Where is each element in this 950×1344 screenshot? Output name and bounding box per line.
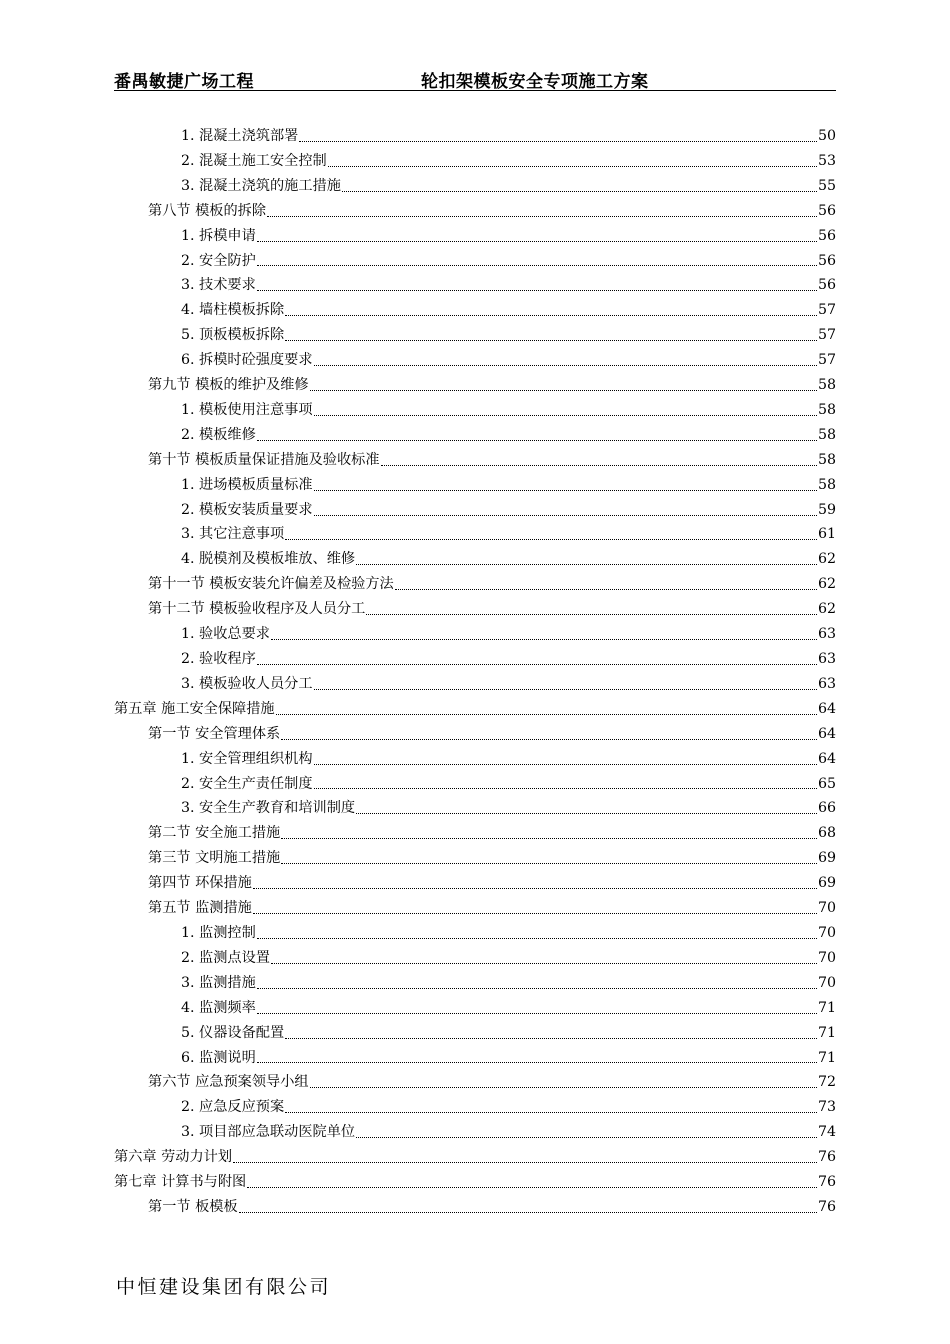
toc-entry[interactable]	[114, 597, 836, 622]
toc-entry-page-number: 72	[817, 1074, 836, 1091]
toc-entry-label: 1. 安全管理组织机构	[181, 750, 313, 767]
toc-entry-page-number: 50	[817, 127, 836, 144]
toc-entry-page-number: 57	[817, 352, 836, 369]
toc-entry-label: 第十节 模板质量保证措施及验收标准	[148, 451, 380, 468]
toc-entry-page-number: 70	[817, 949, 836, 966]
toc-dot-leader	[328, 149, 817, 174]
toc-entry[interactable]	[114, 796, 836, 821]
toc-entry-label: 5. 顶板模板拆除	[181, 327, 285, 344]
toc-entry[interactable]	[114, 149, 836, 174]
toc-entry-page-number: 64	[817, 725, 836, 742]
toc-entry[interactable]	[114, 647, 836, 672]
toc-entry-label: 1. 进场模板质量标准	[181, 476, 313, 493]
toc-entry-page-number: 62	[817, 576, 836, 593]
toc-entry-page-number: 53	[817, 152, 836, 169]
toc-entry-page-number: 73	[817, 1099, 836, 1116]
toc-entry[interactable]	[114, 249, 836, 274]
toc-entry-page-number: 56	[817, 202, 836, 219]
toc-dot-leader	[257, 971, 817, 996]
toc-dot-leader	[239, 1195, 817, 1220]
toc-entry-page-number: 55	[817, 177, 836, 194]
toc-dot-leader	[356, 1120, 817, 1145]
toc-dot-leader	[314, 672, 817, 697]
toc-entry-label: 2. 应急反应预案	[181, 1099, 285, 1116]
toc-entry-label: 第六节 应急预案领导小组	[148, 1074, 309, 1091]
toc-dot-leader	[285, 523, 817, 548]
toc-entry-label: 4. 脱模剂及模板堆放、维修	[181, 551, 356, 568]
header-document-title: 轮扣架模板安全专项施工方案	[421, 72, 649, 92]
toc-dot-leader	[281, 821, 817, 846]
toc-entry[interactable]	[114, 846, 836, 871]
toc-dot-leader	[253, 896, 817, 921]
toc-entry[interactable]	[114, 821, 836, 846]
toc-entry-label: 2. 安全防护	[181, 252, 256, 269]
toc-entry-label: 1. 验收总要求	[181, 626, 270, 643]
toc-entry-label: 3. 安全生产教育和培训制度	[181, 800, 356, 817]
toc-entry[interactable]	[114, 174, 836, 199]
toc-entry-page-number: 70	[817, 900, 836, 917]
toc-dot-leader	[395, 572, 817, 597]
toc-entry-label: 6. 拆模时砼强度要求	[181, 352, 313, 369]
footer-company-name: 中恒建设集团有限公司	[116, 1276, 332, 1298]
toc-entry-label: 2. 安全生产责任制度	[181, 775, 313, 792]
toc-entry[interactable]	[114, 772, 836, 797]
toc-entry[interactable]	[114, 996, 836, 1021]
toc-entry-label: 第四节 环保措施	[148, 875, 252, 892]
toc-entry[interactable]	[114, 498, 836, 523]
toc-entry[interactable]	[114, 921, 836, 946]
toc-entry-label: 1. 混凝土浇筑部署	[181, 127, 299, 144]
toc-dot-leader	[285, 323, 817, 348]
table-of-contents	[114, 124, 836, 1220]
toc-entry-label: 第一节 板模板	[148, 1198, 238, 1215]
toc-dot-leader	[281, 846, 817, 871]
toc-entry[interactable]	[114, 971, 836, 996]
toc-entry-page-number: 76	[817, 1174, 836, 1191]
toc-entry-label: 1. 模板使用注意事项	[181, 401, 313, 418]
toc-entry[interactable]	[114, 722, 836, 747]
toc-entry[interactable]	[114, 1021, 836, 1046]
toc-entry-label: 第三节 文明施工措施	[148, 850, 281, 867]
toc-dot-leader	[285, 1021, 817, 1046]
toc-dot-leader	[281, 722, 817, 747]
toc-entry-label: 1. 监测控制	[181, 924, 256, 941]
toc-entry-page-number: 58	[817, 476, 836, 493]
toc-dot-leader	[314, 398, 817, 423]
toc-entry-label: 2. 监测点设置	[181, 949, 270, 966]
toc-dot-leader	[271, 946, 817, 971]
toc-entry[interactable]	[114, 224, 836, 249]
toc-dot-leader	[381, 448, 817, 473]
toc-entry-page-number: 61	[817, 526, 836, 543]
toc-dot-leader	[257, 224, 817, 249]
toc-dot-leader	[257, 647, 817, 672]
toc-entry-page-number: 76	[817, 1149, 836, 1166]
toc-entry-page-number: 71	[817, 1024, 836, 1041]
page-header	[114, 64, 836, 91]
toc-entry-page-number: 76	[817, 1198, 836, 1215]
toc-entry-label: 3. 技术要求	[181, 277, 256, 294]
toc-entry[interactable]	[114, 622, 836, 647]
toc-entry-page-number: 64	[817, 750, 836, 767]
toc-entry[interactable]	[114, 1170, 836, 1195]
toc-entry[interactable]	[114, 896, 836, 921]
toc-entry[interactable]	[114, 124, 836, 149]
toc-entry[interactable]	[114, 547, 836, 572]
toc-entry[interactable]	[114, 473, 836, 498]
toc-dot-leader	[253, 871, 817, 896]
toc-entry[interactable]	[114, 273, 836, 298]
toc-entry-page-number: 57	[817, 327, 836, 344]
toc-dot-leader	[233, 1145, 817, 1170]
toc-entry[interactable]	[114, 348, 836, 373]
toc-dot-leader	[310, 1070, 817, 1095]
toc-entry-page-number: 58	[817, 377, 836, 394]
toc-entry[interactable]	[114, 523, 836, 548]
toc-entry-page-number: 63	[817, 626, 836, 643]
toc-entry-label: 3. 混凝土浇筑的施工措施	[181, 177, 341, 194]
toc-entry-label: 2. 验收程序	[181, 651, 256, 668]
toc-dot-leader	[310, 373, 817, 398]
toc-entry-page-number: 63	[817, 651, 836, 668]
toc-dot-leader	[285, 298, 817, 323]
toc-entry-label: 第七章 计算书与附图	[114, 1174, 247, 1191]
toc-entry-page-number: 74	[817, 1124, 836, 1141]
toc-dot-leader	[342, 174, 817, 199]
toc-entry-page-number: 69	[817, 850, 836, 867]
toc-entry[interactable]	[114, 572, 836, 597]
toc-entry-label: 6. 监测说明	[181, 1049, 256, 1066]
toc-entry-page-number: 63	[817, 675, 836, 692]
toc-entry-label: 4. 墙柱模板拆除	[181, 302, 285, 319]
toc-dot-leader	[299, 124, 817, 149]
toc-entry[interactable]	[114, 871, 836, 896]
toc-dot-leader	[257, 423, 817, 448]
toc-entry[interactable]	[114, 1120, 836, 1145]
toc-dot-leader	[257, 249, 817, 274]
toc-entry[interactable]	[114, 323, 836, 348]
toc-entry-label: 第九节 模板的维护及维修	[148, 377, 309, 394]
toc-entry-page-number: 56	[817, 252, 836, 269]
toc-dot-leader	[276, 697, 817, 722]
toc-entry-label: 第八节 模板的拆除	[148, 202, 267, 219]
toc-entry[interactable]	[114, 448, 836, 473]
toc-entry[interactable]	[114, 1145, 836, 1170]
toc-entry[interactable]	[114, 946, 836, 971]
toc-entry-label: 3. 监测措施	[181, 974, 256, 991]
toc-entry-page-number: 68	[817, 825, 836, 842]
toc-entry-label: 2. 混凝土施工安全控制	[181, 152, 327, 169]
toc-entry-page-number: 56	[817, 277, 836, 294]
toc-entry-page-number: 64	[817, 700, 836, 717]
toc-dot-leader	[257, 1046, 817, 1071]
toc-entry[interactable]	[114, 199, 836, 224]
toc-entry[interactable]	[114, 1046, 836, 1071]
toc-entry-page-number: 69	[817, 875, 836, 892]
toc-entry[interactable]	[114, 373, 836, 398]
toc-entry-page-number: 71	[817, 999, 836, 1016]
toc-entry-label: 3. 模板验收人员分工	[181, 675, 313, 692]
toc-entry-page-number: 70	[817, 974, 836, 991]
toc-entry[interactable]	[114, 1070, 836, 1095]
toc-entry-label: 2. 模板维修	[181, 426, 256, 443]
toc-entry[interactable]	[114, 423, 836, 448]
toc-dot-leader	[285, 1095, 817, 1120]
header-project-name: 番禺敏捷广场工程	[114, 72, 254, 92]
toc-dot-leader	[247, 1170, 817, 1195]
toc-dot-leader	[257, 273, 817, 298]
toc-entry-label: 5. 仪器设备配置	[181, 1024, 285, 1041]
toc-entry-page-number: 62	[817, 551, 836, 568]
toc-dot-leader	[271, 622, 817, 647]
toc-dot-leader	[267, 199, 817, 224]
toc-entry-label: 第二节 安全施工措施	[148, 825, 281, 842]
toc-entry-page-number: 70	[817, 924, 836, 941]
toc-entry[interactable]	[114, 1095, 836, 1120]
toc-entry-label: 3. 其它注意事项	[181, 526, 285, 543]
toc-entry-label: 2. 模板安装质量要求	[181, 501, 313, 518]
toc-entry-page-number: 56	[817, 227, 836, 244]
toc-entry-label: 3. 项目部应急联动医院单位	[181, 1124, 356, 1141]
toc-entry-page-number: 59	[817, 501, 836, 518]
toc-dot-leader	[314, 348, 817, 373]
toc-entry-label: 第十一节 模板安装允许偏差及检验方法	[148, 576, 394, 593]
toc-entry-page-number: 58	[817, 401, 836, 418]
toc-entry-label: 4. 监测频率	[181, 999, 256, 1016]
toc-dot-leader	[356, 796, 817, 821]
toc-dot-leader	[314, 772, 817, 797]
toc-entry-page-number: 65	[817, 775, 836, 792]
toc-entry-label: 第五章 施工安全保障措施	[114, 700, 275, 717]
toc-entry-label: 第五节 监测措施	[148, 900, 252, 917]
toc-dot-leader	[366, 597, 817, 622]
toc-entry-page-number: 58	[817, 426, 836, 443]
toc-entry-page-number: 58	[817, 451, 836, 468]
toc-entry[interactable]	[114, 298, 836, 323]
toc-entry-label: 第六章 劳动力计划	[114, 1149, 233, 1166]
toc-dot-leader	[314, 473, 817, 498]
toc-dot-leader	[314, 747, 817, 772]
toc-entry[interactable]	[114, 398, 836, 423]
toc-dot-leader	[257, 996, 817, 1021]
toc-dot-leader	[257, 921, 817, 946]
toc-entry[interactable]	[114, 672, 836, 697]
toc-entry-label: 第十二节 模板验收程序及人员分工	[148, 601, 366, 618]
toc-entry[interactable]	[114, 1195, 836, 1220]
toc-dot-leader	[356, 547, 817, 572]
toc-dot-leader	[314, 498, 817, 523]
toc-entry-page-number: 71	[817, 1049, 836, 1066]
toc-entry[interactable]	[114, 697, 836, 722]
toc-entry-page-number: 66	[817, 800, 836, 817]
toc-entry[interactable]	[114, 747, 836, 772]
toc-entry-label: 第一节 安全管理体系	[148, 725, 281, 742]
toc-entry-page-number: 62	[817, 601, 836, 618]
toc-entry-label: 1. 拆模申请	[181, 227, 256, 244]
toc-entry-page-number: 57	[817, 302, 836, 319]
